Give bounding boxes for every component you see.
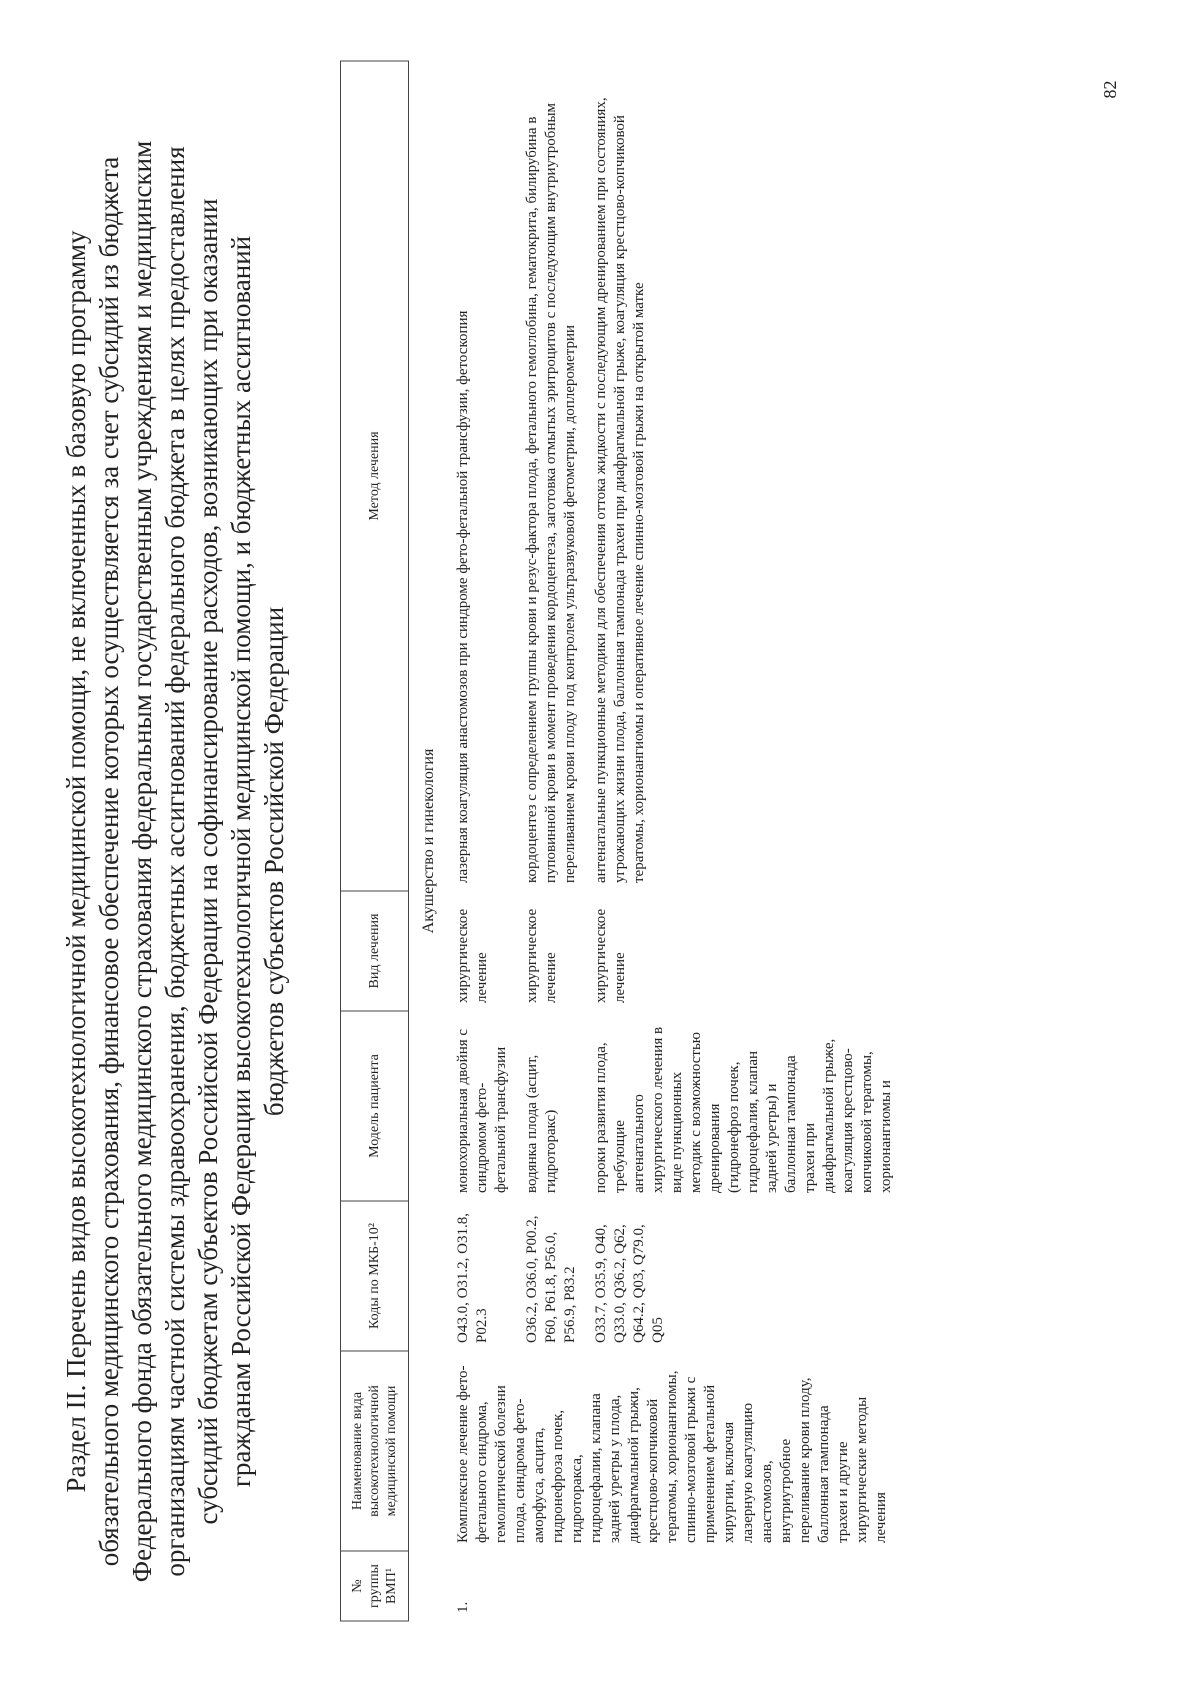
title-line: Раздел II. Перечень видов высокотехнологичной медицинской помощи, не включенных в базовую программу — [61, 229, 91, 1493]
section-heading: Акушерство и гинекология — [420, 748, 437, 933]
section-title — [60, 111, 291, 1611]
header-model: Модель пациента — [341, 1011, 409, 1201]
header-name: Наименование вида высокотехнологичной медицинской помощи — [341, 1351, 409, 1551]
title-line: гражданам Российской Федерации высокотехнологичной медицинской помощи, и бюджетных ассигнований — [226, 235, 256, 1487]
treatment-type: хирургическое лечение — [455, 908, 490, 1003]
icd-codes: O33.7, O35.9, O40, Q33.0, Q36.2, Q62, Q64.2, Q03, Q79.0, Q05 — [593, 1223, 666, 1343]
title-line: бюджетов субъектов Российской Федерации — [259, 606, 289, 1116]
treatment-type: хирургическое лечение — [524, 908, 559, 1003]
group-name: Комплексное лечение фето-фетального синдрома, гемолитической болезни плода, синдрома фето-аморфуса, асцита, гидронефроза почек, гидроторакса, гидроцефалии, клапана задней уретры у плода, диафрагмальной грыжи, крестцово-копчиковой тератомы, хорионангиомы, спинно-мозговой грыжи с применением фетальной хирургии, включая лазерную коагуляцию анастомозов, внутриутробное переливание крови плоду, баллонная тампонада трахеи и другие хирургические методы лечения — [455, 1365, 889, 1543]
icd-codes: O43.0, O31.2, O31.8, P02.3 — [455, 1212, 490, 1343]
title-line: организациям частной системы здравоохранения, бюджетных ассигнований федерального бюджета в целях предоставления — [160, 145, 190, 1577]
title-line: Федерального фонда обязательного медицинского страхования федеральным государственным учреждениям и медицинским — [127, 140, 157, 1582]
treatment-method: антенатальные пункционные методики для обеспечения оттока жидкости с последующим дренированием при состояниях, угрожающих жизни плода, баллонная тампонада трахеи при диафрагмальной грыже, коагуляция крестцово-копчиковой тератомы, хорионангиомы и оперативное лечение спинно-мозговой грыжи на открытой матке — [593, 96, 647, 883]
title-line: обязательного медицинского страхования, финансовое обеспечение которых осуществляется за счет субсидий из бюджета — [94, 156, 124, 1566]
table-row — [448, 61, 517, 1621]
header-num: № группы ВМП¹ — [341, 1551, 409, 1621]
patient-model: пороки развития плода, требующие антенатального хирургического лечения в виде пункционных методик с возможностью дренирования (гидронефроз почек, гидроцефалия, клапан задней уретры) и баллонная тампонада трахеи при диафрагмальной грыже, коагуляция крестцово-копчиковой тератомы, хорионангиомы и — [593, 1026, 894, 1193]
page-number: 82 — [1100, 80, 1120, 98]
header-type: Вид лечения — [341, 891, 409, 1011]
section-row — [409, 61, 449, 1621]
table-header-row — [341, 61, 409, 1621]
treatment-type: хирургическое лечение — [593, 908, 628, 1003]
patient-model: водянка плода (асцит, гидроторакс) — [524, 1054, 559, 1193]
patient-model: монохориальная двойня с синдромом фето-фетальной трансфузии — [455, 1028, 509, 1193]
icd-codes: O36.2, O36.0, P00.2, P60, P61.8, P56.0, P56.9, P83.2 — [524, 1214, 578, 1343]
vmp-table — [340, 60, 902, 1621]
treatment-method: лазерная коагуляция анастомозов при синдроме фето-фетальной трансфузии, фетоскопия — [455, 310, 471, 883]
group-number: 1. — [455, 1601, 471, 1613]
header-method: Метод лечения — [341, 61, 409, 891]
title-line: субсидий бюджетам субъектов Российской Федерации на софинансирование расходов, возникающих при оказании — [193, 198, 223, 1524]
treatment-method: кордоцентез с определением группы крови и резус-фактора плода, фетального гемоглобина, гематокрита, билирубина в пуповинной крови в момент проведения кордоцентеза, заготовка отмытых эритроцитов с последующим внутриутробным переливанием крови плоду под контролем ультразвуковой фетометрии, доплерометрии — [524, 102, 578, 883]
header-codes: Коды по МКБ-10² — [341, 1201, 409, 1351]
